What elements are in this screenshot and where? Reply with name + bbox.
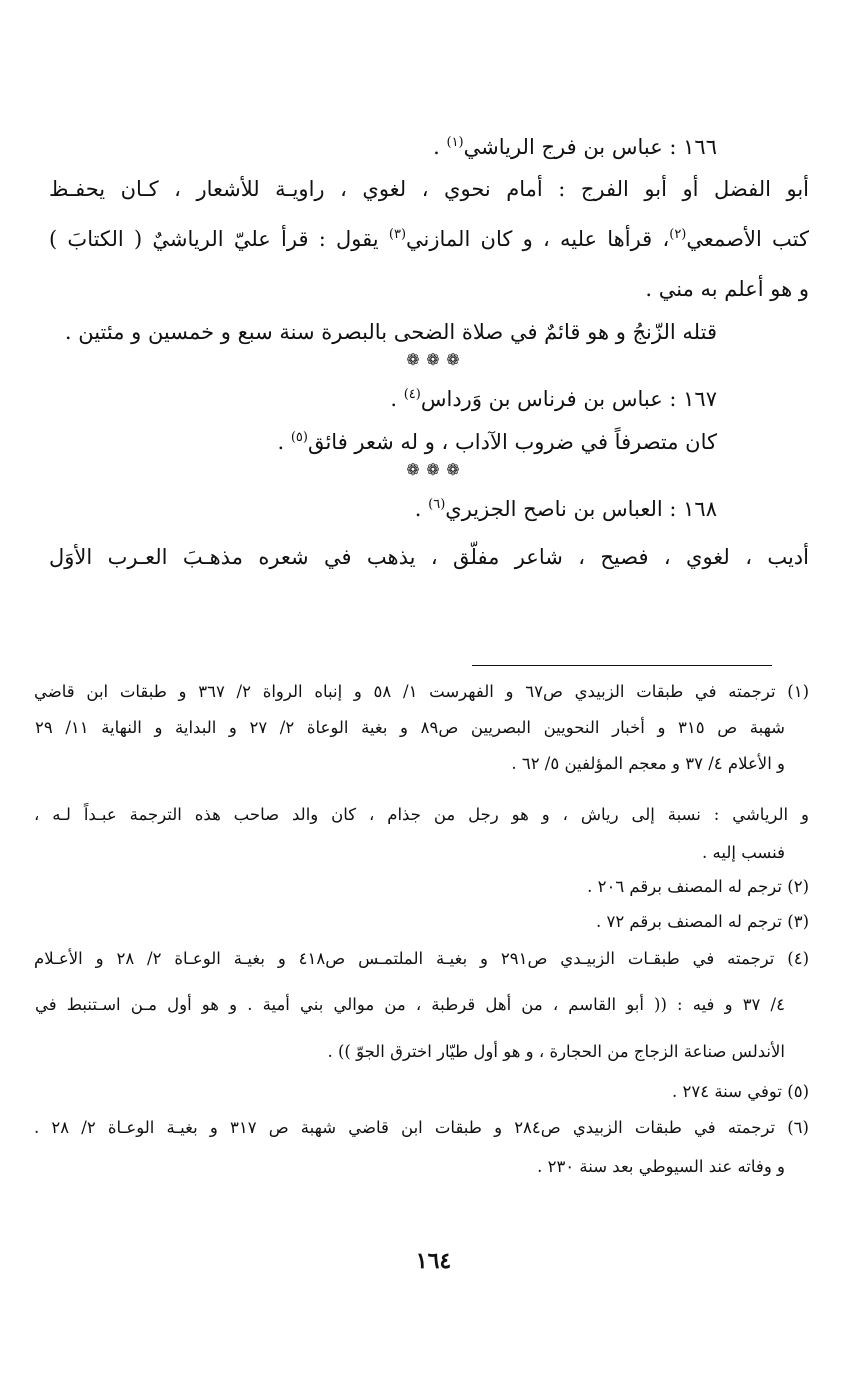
- footnote-line: و الأعلام ٤/ ٣٧ و معجم المؤلفين ٥/ ٦٢ .: [511, 754, 785, 773]
- section-separator: [83, 460, 783, 479]
- entry-heading-166: ١٦٦ : عباس بن فرج الرياشي$^{(١)}$ .: [433, 135, 717, 159]
- footnote-line: (٦) ترجمته في طبقات الزبيدي ص٢٨٤ و طبقات ابن قاضي شهبة ص ٣١٧ و بغيـة الوعـاة ٢/ ٢٨ .: [34, 1118, 809, 1137]
- footnote-marker: (٥): [290, 430, 308, 445]
- footnote-marker: (١): [446, 135, 464, 150]
- entry-paragraph-line: [57, 315, 717, 349]
- entry-heading-text: ١٦٦ : عباس بن فرج الرياشي: [463, 135, 717, 159]
- entry-heading-168: ١٦٨ : العباس بن ناصح الجزيري$^{(٦)}$ .: [414, 497, 717, 521]
- entry-heading-text: ١٦٧ : عباس بن فرناس بن وَرداس: [420, 387, 717, 411]
- separator-ornament-icon: ❁: [406, 350, 420, 369]
- footnote-line: و الرياشي : نسبة إلى رياش ، و هو رجل من جذام ، كان والد صاحب هذه الترجمة عبـداً لـه ،: [34, 805, 809, 824]
- separator-ornament-icon: ❁: [426, 350, 440, 369]
- paragraph-text: يقول : قرأ عليّ الرياشيٌ ( الكتابَ ): [49, 227, 379, 251]
- paragraph-text: و هو أعلم به مني .: [645, 277, 809, 301]
- paragraph-text: أبو الفضل أو أبو الفرج : أمام نحوي ، لغوي ، راويـة للأشعار ، كـان يحفـظ: [49, 177, 809, 201]
- footnote-marker: (٦): [428, 497, 446, 512]
- footnote-rule: [472, 665, 772, 666]
- entry-heading-text: ١٦٨ : العباس بن ناصح الجزيري: [445, 497, 717, 521]
- paragraph-text: أديب ، لغوي ، فصيح ، شاعر مفلّق ، يذهب في شعره مذهـبَ العـرب الأوَل: [49, 545, 809, 569]
- separator-ornament-icon: ❁: [406, 460, 420, 479]
- separator-ornament-icon: ❁: [446, 460, 460, 479]
- entry-paragraph-line: [49, 272, 809, 306]
- footnote-line: (٤) ترجمته في طبقـات الزبيـدي ص٢٩١ و بغيـة الملتمـس ص٤١٨ و بغيـة الوعـاة ٢/ ٢٨ و الأعـلام: [34, 949, 809, 968]
- paragraph-text: كان متصرفاً في ضروب الآداب ، و له شعر فائق: [307, 430, 717, 454]
- entry-paragraph-line: [49, 540, 809, 574]
- entry-paragraph-line: [49, 222, 809, 256]
- footnote-line: ٤/ ٣٧ و فيه : (( أبو القاسم ، من أهل قرطبة ، من موالي بني أمية . و هو أول مـن اسـتنبط في: [35, 995, 785, 1014]
- footnote-line: الأندلس صناعة الزجاج من الحجارة ، و هو أول طيّار اخترق الجوّ )) .: [327, 1042, 785, 1061]
- footnote-line: فنسب إليه .: [702, 843, 785, 862]
- paragraph-text: كتب الأصمعي: [686, 227, 809, 251]
- footnote-marker: (٢): [669, 227, 687, 242]
- separator-ornament-icon: ❁: [446, 350, 460, 369]
- footnote-marker: (٤): [403, 387, 421, 402]
- entry-paragraph-line: كان متصرفاً في ضروب الآداب ، و له شعر فائق$^{(٥)}$ .: [277, 430, 717, 454]
- footnote-marker: (٣): [388, 227, 407, 242]
- paragraph-text: قتله الزّنجُ و هو قائمٌ في صلاة الضحى بالبصرة سنة سبع و خمسين و مئتين .: [64, 320, 717, 344]
- entry-paragraph-line: [49, 172, 809, 206]
- footnote-line: شهبة ص ٣١٥ و أخبار النحويين البصريين ص٨٩ و بغية الوعاة ٢/ ٢٧ و البداية و النهاية ١١/ ٢٩: [35, 718, 785, 737]
- footnote-line: (٢) ترجم له المصنف برقم ٢٠٦ .: [587, 877, 809, 896]
- entry-heading-167: ١٦٧ : عباس بن فرناس بن وَرداس$^{(٤)}$ .: [390, 387, 717, 411]
- footnote-line: (٥) توفي سنة ٢٧٤ .: [672, 1082, 809, 1101]
- paragraph-text: ، قرأها عليه ، و كان المازني: [406, 227, 670, 251]
- section-separator: [83, 350, 783, 369]
- footnote-line: (٣) ترجم له المصنف برقم ٧٢ .: [595, 912, 809, 931]
- footnote-line: (١) ترجمته في طبقات الزبيدي ص٦٧ و الفهرست ١/ ٥٨ و إنباه الرواة ٢/ ٣٦٧ و طبقات ابن قاضي: [34, 682, 809, 701]
- page-number: ١٦٤: [415, 1248, 452, 1274]
- separator-ornament-icon: ❁: [426, 460, 440, 479]
- footnote-line: و وفاته عند السيوطي بعد سنة ٢٣٠ .: [537, 1157, 785, 1176]
